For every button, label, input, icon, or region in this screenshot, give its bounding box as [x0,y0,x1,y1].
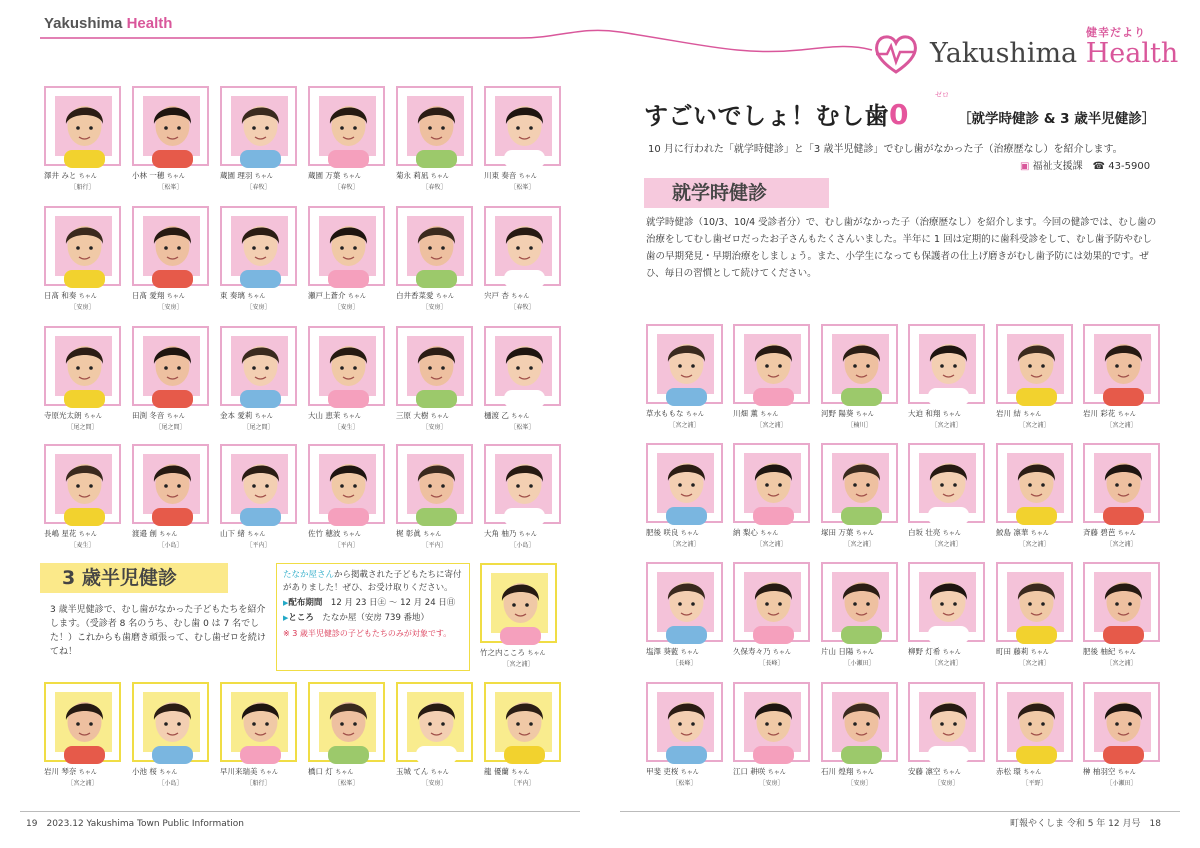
gift-notice [276,563,470,671]
child-photo [1083,324,1160,404]
child-photo [44,682,121,762]
header-sub: 健幸だより [1086,26,1146,39]
child-photo [132,86,209,166]
child-card [220,682,300,787]
child-photo [821,324,898,404]
child-name: 佐竹 穂波 ちゃん [308,529,361,538]
child-photo [132,326,209,406]
child-name: 江口 耕咲 ちゃん [733,767,786,776]
child-photo [1083,443,1160,523]
child-card [646,443,726,548]
child-location: ［小島］ [158,542,183,549]
child-card [132,206,212,311]
child-photo [996,682,1073,762]
child-card [132,444,212,549]
child-photo [44,206,121,286]
child-location: ［小瀬田］ [1106,780,1137,787]
child-card [908,562,988,667]
child-photo [44,326,121,406]
child-card [821,562,901,667]
child-card [220,326,300,431]
child-photo [220,444,297,524]
child-photo [484,206,561,286]
child-card [646,324,726,429]
child-name: 川畑 薫 ちゃん [733,409,779,418]
child-card [308,444,388,549]
child-name: 宍戸 杏 ちゃん [484,291,530,300]
notice-place [283,612,463,625]
child-card [220,86,300,191]
child-location: ［長峰］ [759,660,784,667]
child-location: ［麦生］ [70,542,95,549]
child-card [484,682,564,787]
child-location: ［船行］ [246,780,271,787]
child-location: ［宮之浦］ [931,422,962,429]
child-location: ［宮之浦］ [669,422,700,429]
child-card [733,562,813,667]
child-name: 斉藤 碧芭 ちゃん [1083,528,1136,537]
child-location: ［松峯］ [510,424,535,431]
child-photo [821,682,898,762]
period-value: 12 月 23 日㊏ ～ 12 月 24 日㊐ [330,598,456,608]
child-location: ［長峰］ [672,660,697,667]
child-location: ［宮之浦］ [503,661,534,668]
child-location: ［宮之浦］ [1106,541,1137,548]
period-label: 配布期間 [288,598,323,608]
child-card [1083,443,1163,548]
page-number: 19 [26,819,38,829]
child-name: 田渕 冬音 ちゃん [132,411,185,420]
section-heading-school: 就学時健診 [644,178,829,208]
child-location: ［春牧］ [246,184,271,191]
child-card [908,443,988,548]
child-location: ［小瀬田］ [844,660,875,667]
child-photo [484,326,561,406]
child-name: 玉城 てん ちゃん [396,767,449,776]
child-photo [44,86,121,166]
child-card [220,444,300,549]
child-photo [484,444,561,524]
child-photo [220,326,297,406]
child-name: 菊永 莉凪 ちゃん [396,171,449,180]
child-location: ［宮之浦］ [67,780,98,787]
child-photo [1083,682,1160,762]
child-location: ［尾之間］ [155,424,186,431]
child-location: ［小島］ [510,542,535,549]
child-photo [484,682,561,762]
child-location: ［安房］ [422,304,447,311]
child-card [821,443,901,548]
child-card [1083,324,1163,429]
child-card [733,324,813,429]
child-name: 鮫島 凛華 ちゃん [996,528,1049,537]
body-text: 就学時健診（10/3、10/4 受診者分）で、むし歯がなかった子（治療歴なし）を紹介します。今回の健診では、むし歯の治療をしてむし歯ゼロだったお子さんもたくさんいました。半年に 1 回は定期的に歯科受診をして、むし歯予防やむし歯の早期発見・早期治療をしましょう。また、小学生になっても保護者の仕上げ磨きがむし歯予防には効果的です。ぜひ、毎日の習慣として続けてください。 [646,217,1157,279]
page-title [644,96,909,131]
child-location: ［宮之浦］ [931,660,962,667]
child-name: 梶 彰眞 ちゃん [396,529,442,538]
child-name: 蔵園 万葉 ちゃん [308,171,361,180]
child-name: 塚田 万葉 ちゃん [821,528,874,537]
footer-text: 町報やくしま 令和 5 年 12 月号 [1010,819,1141,829]
child-location: ［安房］ [847,780,872,787]
place-value: たなか屋（安房 739 番地） [322,613,430,623]
child-location: ［平内］ [246,542,271,549]
child-name: 山下 緒 ちゃん [220,529,266,538]
child-name: 渡邉 創 ちゃん [132,529,178,538]
child-location: ［安房］ [422,780,447,787]
intro-3yr: 3 歳半児健診で、むし歯がなかった子どもたちを紹介します。（受診者 8 名のうち、むし歯 0 は 7 名でした！）これからも歯磨き頑張って、むし歯ゼロを続けてね！ [50,605,266,657]
child-photo [132,206,209,286]
notice-text: から掲載された子どもたちに寄付がありました！ぜひ、お受け取りください。 [283,570,462,593]
child-photo [821,562,898,642]
child-photo [733,443,810,523]
child-photo [308,326,385,406]
child-name: 蔵園 理羽 ちゃん [220,171,273,180]
child-card [646,682,726,787]
child-location: ［小島］ [158,780,183,787]
child-location: ［松峯］ [334,780,359,787]
child-name: 安藤 凛空 ちゃん [908,767,961,776]
child-photo [132,444,209,524]
notice-lead [283,569,463,595]
child-name: 三原 大樹 ちゃん [396,411,449,420]
child-name: 白坂 壮亮 ちゃん [908,528,961,537]
child-card [44,682,124,787]
child-card [132,86,212,191]
shop-name: たなか屋さん [283,570,335,580]
child-card [996,682,1076,787]
child-name: 日髙 愛翔 ちゃん [132,291,185,300]
child-card [1083,562,1163,667]
child-photo [646,682,723,762]
child-name: 川東 奏音 ちゃん [484,171,537,180]
footer-right [1010,816,1161,829]
child-name: 金本 愛莉 ちゃん [220,411,273,420]
child-photo [733,682,810,762]
child-name: 久保寿々乃 ちゃん [733,647,791,656]
notice-note: ※ 3 歳半児健診の子どもたちのみが対象です。 [283,629,452,638]
child-location: ［安房］ [759,780,784,787]
triangle-icon: ▶ [283,599,289,607]
footer-left [26,816,244,829]
child-location: ［平内］ [422,542,447,549]
child-name: 肥後 柚紀 ちゃん [1083,647,1136,656]
contact-tel: 43-5900 [1108,161,1151,172]
child-name: 樋渡 乙 ちゃん [484,411,530,420]
footer-rule-right [620,811,1180,812]
child-location: ［松峯］ [510,184,535,191]
child-location: ［春牧］ [334,184,359,191]
child-card [132,326,212,431]
child-photo [646,562,723,642]
child-photo [908,562,985,642]
child-name: 甲斐 吏桜 ちゃん [646,767,699,776]
child-name: 白井香菜愛 ちゃん [396,291,454,300]
child-location: ［安房］ [158,304,183,311]
child-name: 石川 煌翔 ちゃん [821,767,874,776]
title-text: すごいでしょ！むし歯 [644,102,889,130]
child-name: 片山 日陽 ちゃん [821,647,874,656]
child-location: ［春牧］ [422,184,447,191]
child-photo [396,682,473,762]
child-location: ［平野］ [1022,780,1047,787]
child-card [44,206,124,311]
child-card [821,324,901,429]
child-photo [821,443,898,523]
child-photo [908,682,985,762]
child-photo [480,563,557,643]
child-location: ［宮之浦］ [756,541,787,548]
child-photo [44,444,121,524]
header-brand-left [44,15,172,32]
child-photo [220,86,297,166]
child-location: ［麦生］ [334,424,359,431]
child-card [1083,682,1163,787]
child-location: ［尾之間］ [243,424,274,431]
child-location: ［楠川］ [847,422,872,429]
child-photo [132,682,209,762]
child-card [908,682,988,787]
child-location: ［安房］ [70,304,95,311]
child-photo [396,326,473,406]
child-photo [996,443,1073,523]
child-card [484,86,564,191]
child-photo [308,86,385,166]
child-photo [308,682,385,762]
child-card [480,563,560,668]
child-card [484,206,564,311]
child-location: ［平内］ [510,780,535,787]
child-name: 岩川 彩花 ちゃん [1083,409,1136,418]
child-card [132,682,212,787]
child-photo [733,562,810,642]
child-photo [646,324,723,404]
child-location: ［松峯］ [672,780,697,787]
child-name: 澤井 みと ちゃん [44,171,97,180]
triangle-icon: ▶ [283,614,289,622]
footer-text: 2023.12 Yakushima Town Public Information [46,819,244,829]
child-card [733,682,813,787]
child-photo [996,324,1073,404]
child-name: 小林 一穂 ちゃん [132,171,185,180]
child-location: ［宮之浦］ [1106,422,1137,429]
office-icon: ▣ [1020,161,1030,172]
child-name: 納 梨心 ちゃん [733,528,779,537]
child-photo [220,682,297,762]
child-photo [220,206,297,286]
brand-accent: Health [1085,38,1179,69]
child-location: ［宮之浦］ [669,541,700,548]
child-card [646,562,726,667]
child-card [396,206,476,311]
contact [1020,157,1150,172]
child-card [396,86,476,191]
child-location: ［宮之浦］ [931,541,962,548]
child-name: 大角 柚乃 ちゃん [484,529,537,538]
child-card [908,324,988,429]
place-label: ところ [288,613,314,623]
brand-word: Yakushima [44,15,123,32]
child-name: 東 奏璃 ちゃん [220,291,266,300]
child-card [484,444,564,549]
child-location: ［宮之浦］ [844,541,875,548]
child-name: 赤松 環 ちゃん [996,767,1042,776]
child-photo [646,443,723,523]
child-card [733,443,813,548]
lead-text: 10 月に行われた「就学時健診」と「3 歳半児健診」でむし歯がなかった子（治療歴なし）を紹介します。 [648,144,1123,155]
child-photo [484,86,561,166]
child-location: ［宮之浦］ [1106,660,1137,667]
child-card [996,324,1076,429]
child-name: 肥後 咲良 ちゃん [646,528,699,537]
child-name: 日髙 和奏 ちゃん [44,291,97,300]
child-card [996,562,1076,667]
child-location: ［宮之浦］ [1019,660,1050,667]
child-name: 早川来瑞美 ちゃん [220,767,278,776]
child-location: ［宮之浦］ [1019,541,1050,548]
child-name: 柳野 灯希 ちゃん [908,647,961,656]
child-location: ［春牧］ [510,304,535,311]
child-location: ［宮之浦］ [1019,422,1050,429]
notice-period [283,597,463,610]
child-name: 長嶋 星花 ちゃん [44,529,97,538]
child-location: ［安房］ [422,424,447,431]
child-card [308,206,388,311]
child-photo [308,206,385,286]
child-card [821,682,901,787]
child-card [308,86,388,191]
child-location: ［安房］ [934,780,959,787]
phone-icon: ☎ [1092,161,1106,172]
child-name: 草水ももな ちゃん [646,409,704,418]
child-location: ［平内］ [334,542,359,549]
child-location: ［安房］ [246,304,271,311]
child-name: 塩澤 葵藍 ちゃん [646,647,699,656]
section-heading-3yr: 3 歳半児健診 [40,563,228,593]
child-card [44,444,124,549]
child-name: 橋口 灯 ちゃん [308,767,354,776]
title-zero: 0 [889,98,909,131]
heart-pulse-icon [872,32,920,76]
child-name: 大山 恵茉 ちゃん [308,411,361,420]
child-photo [396,206,473,286]
child-card [220,206,300,311]
title-zero-ruby: ゼロ [935,91,949,99]
child-name: 小池 桜 ちゃん [132,767,178,776]
brand-accent: Health [126,15,173,32]
child-card [308,326,388,431]
child-photo [396,444,473,524]
page-number: 18 [1149,819,1161,829]
title-bracket: ［就学時健診 & 3 歳半児健診］ [958,111,1156,127]
child-location: ［尾之間］ [67,424,98,431]
child-photo [1083,562,1160,642]
child-name: 岩川 結 ちゃん [996,409,1042,418]
child-photo [908,443,985,523]
child-name: 岩川 琴奈 ちゃん [44,767,97,776]
child-photo [396,86,473,166]
child-name: 河野 陽葵 ちゃん [821,409,874,418]
child-photo [733,324,810,404]
child-name: 瀬戸上蒼介 ちゃん [308,291,366,300]
child-photo [996,562,1073,642]
child-location: ［安房］ [334,304,359,311]
header-brand-right [930,38,1178,69]
child-card [484,326,564,431]
child-card [396,682,476,787]
child-card [396,444,476,549]
contact-dept: 福祉支援課 [1032,161,1083,172]
footer-rule-left [20,811,580,812]
child-name: 寺原光太朗 ちゃん [44,411,102,420]
child-card [44,86,124,191]
child-photo [308,444,385,524]
child-photo [908,324,985,404]
brand-word: Yakushima [930,38,1078,69]
child-card [996,443,1076,548]
child-location: ［松峯］ [158,184,183,191]
child-card [44,326,124,431]
child-name: 榊 柚羽空 ちゃん [1083,767,1136,776]
child-name: 町田 藤莉 ちゃん [996,647,1049,656]
child-name: 大迫 和翔 ちゃん [908,409,961,418]
child-name: 龍 優蘭 ちゃん [484,767,530,776]
child-name: 竹之内こころ ちゃん [480,648,546,657]
child-location: ［船行］ [70,184,95,191]
child-card [308,682,388,787]
child-location: ［宮之浦］ [756,422,787,429]
child-card [396,326,476,431]
